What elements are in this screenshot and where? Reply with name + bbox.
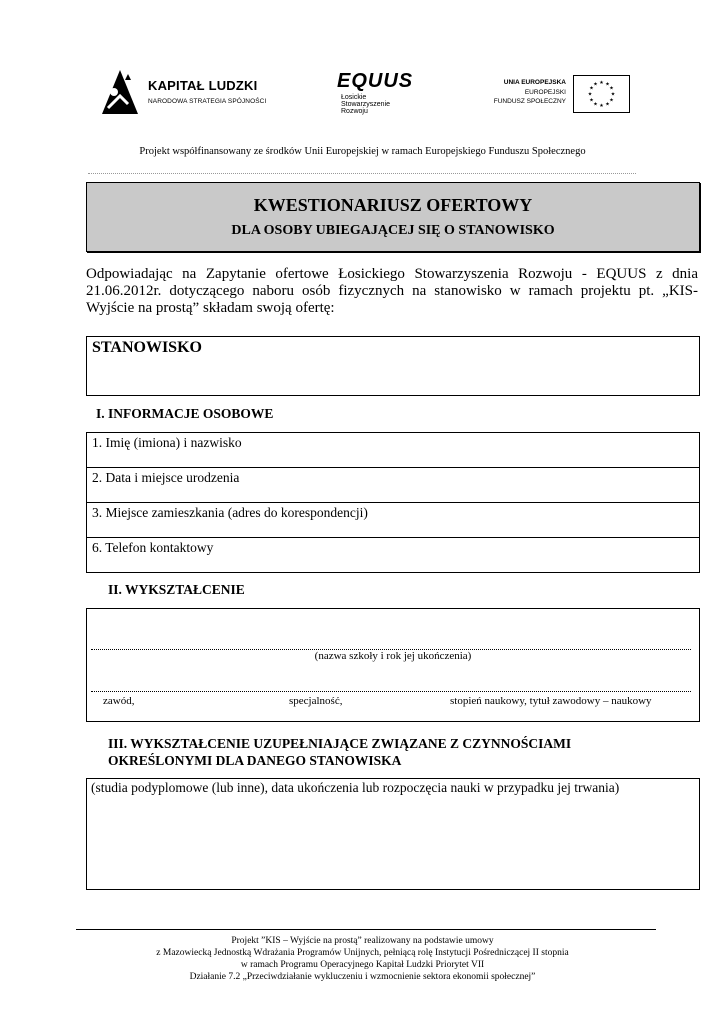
svg-text:★: ★ xyxy=(609,97,614,104)
profession-caption: zawód, xyxy=(103,695,135,707)
equus-subtitle xyxy=(341,94,390,115)
footer-line4: Działanie 7.2 „Przeciwdziałanie wykluczeniu i wzmocnienie sektora ekonomii społecznej” xyxy=(189,972,536,982)
svg-text:★: ★ xyxy=(593,101,598,108)
svg-text:★: ★ xyxy=(599,80,604,86)
birth-field[interactable] xyxy=(87,468,699,503)
form-title: KWESTIONARIUSZ OFERTOWY xyxy=(253,195,533,215)
eu-line1: UNIA EUROPEJSKA xyxy=(503,79,566,86)
footer-line2: z Mazowiecką Jednostką Wdrażania Programów Unijnych, pełniącą rolę Instytucji Pośredniczącej II stopnia xyxy=(156,948,569,958)
address-field[interactable] xyxy=(87,503,699,538)
profession-dotted-line xyxy=(91,691,691,692)
section-personal-heading: I. INFORMACJE OSOBOWE xyxy=(96,406,274,421)
extra-education-label: (studia podyplomowe (lub inne), data ukończenia lub rozpoczęcia nauki w przypadku jej trwania) xyxy=(91,780,620,795)
education-field[interactable] xyxy=(86,608,700,722)
school-caption: (nazwa szkoły i rok jej ukończenia) xyxy=(314,650,472,662)
name-label: 1. Imię (imiona) i nazwisko xyxy=(92,435,242,450)
svg-text:★: ★ xyxy=(609,85,614,92)
form-subtitle: DLA OSOBY UBIEGAJĄCEJ SIĘ O STANOWISKO xyxy=(231,223,555,238)
extra-heading-line1: III. WYKSZTAŁCENIE UZUPEŁNIAJĄCE ZWIĄZANE Z CZYNNOŚCIAMI xyxy=(108,736,572,751)
cofinancing-note: Projekt współfinansowany ze środków Unii Europejskiej w ramach Europejskiego Funduszu Społecznego xyxy=(139,146,586,157)
footer-note xyxy=(0,935,725,983)
birth-label: 2. Data i miejsce urodzenia xyxy=(92,470,240,485)
footer-line3: w ramach Programu Operacyjnego Kapitał Ludzki Priorytet VII xyxy=(240,960,485,970)
specialty-caption: specjalność, xyxy=(289,695,343,707)
extra-education-field[interactable] xyxy=(86,778,700,890)
kapital-ludzki-title: KAPITAŁ LUDZKI xyxy=(148,78,258,93)
personal-info-table xyxy=(86,432,700,573)
svg-text:★: ★ xyxy=(589,97,594,104)
svg-text:★: ★ xyxy=(610,91,616,98)
svg-text:★: ★ xyxy=(593,81,598,88)
equus-line1: Łosickie xyxy=(341,94,367,101)
address-label: 3. Miejsce zamieszkania (adres do korespondencji) xyxy=(92,505,368,520)
svg-text:★: ★ xyxy=(589,85,594,92)
kapital-ludzki-emblem-icon xyxy=(98,68,142,118)
position-label: STANOWISKO xyxy=(92,339,202,356)
eu-line3: FUNDUSZ SPOŁECZNY xyxy=(493,98,566,105)
equus-logo xyxy=(333,70,414,122)
degree-caption: stopień naukowy, tytuł zawodowy – naukowy xyxy=(450,695,652,707)
phone-field[interactable] xyxy=(87,538,699,572)
equus-line3: Rozwoju xyxy=(341,108,368,115)
footer-divider xyxy=(76,929,656,930)
phone-label: 6. Telefon kontaktowy xyxy=(92,540,214,555)
extra-heading-line2: OKREŚLONYMI DLA DANEGO STANOWISKA xyxy=(108,753,402,768)
header-divider xyxy=(88,173,636,174)
kapital-ludzki-subtitle: NARODOWA STRATEGIA SPÓJNOŚCI xyxy=(148,98,267,105)
svg-text:★: ★ xyxy=(605,101,610,108)
intro-paragraph: Odpowiadając na Zapytanie ofertowe Łosickiego Stowarzyszenia Rozwoju - EQUUS z dnia 21.06.2012r. dotyczącego naboru osób fizycznych na stanowisko w ramach projektu pt. „KIS-Wyjście na prostą” składam swoją ofertę: xyxy=(86,266,698,316)
name-field[interactable] xyxy=(87,433,699,468)
position-field[interactable] xyxy=(86,336,700,396)
eu-flag-icon xyxy=(573,75,630,113)
section-extra-education-heading xyxy=(108,735,571,769)
footer-line1: Projekt ”KIS – Wyjście na prostą” realizowany na podstawie umowy xyxy=(231,936,494,946)
equus-wordmark: EQUUS xyxy=(337,70,414,92)
eu-line2: EUROPEJSKI xyxy=(524,89,566,96)
svg-text:★: ★ xyxy=(605,81,610,88)
svg-text:★: ★ xyxy=(599,103,604,109)
section-education-heading: II. WYKSZTAŁCENIE xyxy=(108,582,245,597)
kapital-ludzki-logo xyxy=(98,68,268,118)
equus-line2: Stowarzyszenie xyxy=(341,101,391,108)
svg-text:★: ★ xyxy=(587,91,593,98)
eu-logo xyxy=(488,72,634,114)
form-title-box xyxy=(86,182,700,252)
